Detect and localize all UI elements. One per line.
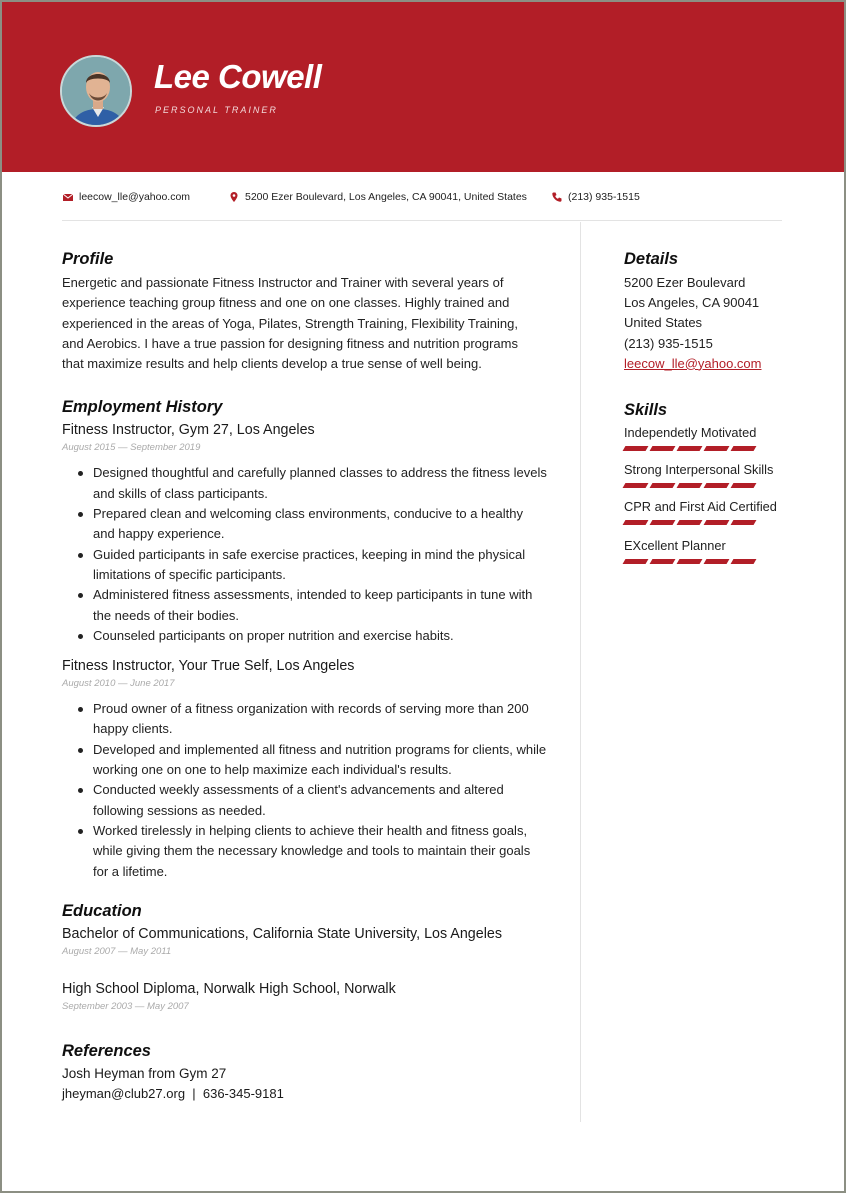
skill-level-segment (623, 446, 649, 451)
main-column (62, 248, 552, 1104)
section-heading-employment: Employment History (62, 398, 223, 417)
details-email-link[interactable]: leecow_lle@yahoo.com (624, 355, 762, 371)
list-item: Conducted weekly assessments of a client's advancements and altered following sessions as needed. (62, 780, 548, 821)
candidate-name: Lee Cowell (154, 58, 322, 95)
list-item: Guided participants in safe exercise practices, keeping in mind the physical limitations of specific participants. (62, 545, 548, 586)
skill-level-segment (704, 483, 730, 488)
skill-level-segment (704, 446, 730, 451)
job-role: PERSONAL TRAINER (155, 105, 278, 115)
skill-level-segment (650, 559, 676, 564)
list-item: Prepared clean and welcoming class environments, conducive to a healthy and happy experience. (62, 504, 548, 545)
reference-name: Josh Heyman from Gym 27 (62, 1065, 227, 1081)
skill-level-segment (677, 483, 703, 488)
contact-email-text: leecow_lle@yahoo.com (79, 191, 191, 203)
job-entry (62, 420, 552, 646)
skill-level-segment (731, 520, 757, 525)
employment-section (62, 396, 552, 881)
education-entry (62, 924, 552, 959)
skill-level-bar (624, 559, 814, 565)
references-section (62, 1040, 552, 1104)
contact-address (228, 189, 527, 205)
skill-level-segment (677, 520, 703, 525)
job-title: Fitness Instructor, Gym 27, Los Angeles (62, 422, 315, 439)
skill-level-segment (677, 446, 703, 451)
skill-name: EXcellent Planner (624, 538, 726, 554)
envelope-icon (62, 191, 74, 203)
education-title: Bachelor of Communications, California State University, Los Angeles (62, 925, 502, 942)
profile-section (62, 248, 552, 374)
skill-item (624, 499, 814, 526)
skill-level-bar (624, 483, 814, 489)
list-item: Counseled participants on proper nutrition and exercise habits. (62, 626, 548, 646)
contact-phone-text: (213) 935-1515 (568, 191, 640, 203)
list-item: Worked tirelessly in helping clients to achieve their health and fitness goals, while giving them the necessary knowledge and tools to maintain their goals for a lifetime. (62, 821, 548, 882)
education-dates: September 2003 — May 2007 (62, 1000, 189, 1012)
details-line: Los Angeles, CA 90041 (624, 295, 760, 311)
profile-text: Energetic and passionate Fitness Instructor and Trainer with several years of experience teaching group fitness and one on one classes. Highly trained and experienced in the areas of Yoga, Pilates, Strength Training, Flexibility Training, and Aerobics. I have a true passion for designing fitness and nutrition programs that maximize results and help clients develop a true sense of well being. (62, 275, 518, 372)
contact-phone[interactable] (551, 189, 640, 205)
list-item: Designed thoughtful and carefully planned classes to address the fitness levels and skills of class participants. (62, 463, 548, 504)
details-line: 5200 Ezer Boulevard (624, 275, 746, 290)
education-entry (62, 979, 552, 1014)
map-pin-icon (228, 191, 240, 203)
skill-level-bar (624, 520, 814, 526)
job-entry (62, 656, 552, 882)
skill-item (624, 462, 814, 489)
list-item: Proud owner of a fitness organization with records of serving more than 200 happy clients. (62, 699, 548, 740)
skill-level-segment (623, 559, 649, 564)
details-line: (213) 935-1515 (624, 335, 713, 351)
section-heading-references: References (62, 1041, 151, 1060)
list-item: Developed and implemented all fitness and nutrition programs for clients, while working one on one to help maximize each individual's results. (62, 740, 548, 781)
resume-header (2, 2, 844, 172)
education-section (62, 900, 552, 1014)
job-dates: August 2010 — June 2017 (62, 678, 175, 690)
section-heading-skills: Skills (624, 401, 668, 420)
skill-level-segment (731, 559, 757, 564)
details-section (624, 248, 814, 374)
job-dates: August 2015 — September 2019 (62, 442, 201, 454)
skill-level-segment (623, 483, 649, 488)
job-bullets (62, 463, 548, 646)
skill-name: Independetly Motivated (624, 425, 757, 441)
skill-level-bar (624, 446, 814, 452)
skill-item (624, 425, 814, 452)
skill-level-segment (677, 559, 703, 564)
education-dates: August 2007 — May 2011 (62, 945, 172, 957)
phone-icon (551, 191, 563, 203)
section-heading-education: Education (62, 901, 142, 920)
skill-level-segment (704, 520, 730, 525)
skill-item (624, 538, 814, 565)
job-title: Fitness Instructor, Your True Self, Los Angeles (62, 658, 355, 675)
skill-level-segment (731, 446, 757, 451)
section-heading-profile: Profile (62, 250, 114, 268)
skill-name: CPR and First Aid Certified (624, 499, 777, 515)
reference-contact[interactable]: jheyman@club27.org | 636-345-9181 (62, 1085, 284, 1101)
column-divider (580, 222, 581, 1122)
contact-email[interactable] (62, 189, 190, 205)
education-title: High School Diploma, Norwalk High School, Norwalk (62, 980, 396, 997)
skill-level-segment (623, 520, 649, 525)
list-item: Administered fitness assessments, intended to keep participants in tune with the needs of their bodies. (62, 585, 548, 626)
skill-level-segment (731, 483, 757, 488)
skill-level-segment (650, 520, 676, 525)
contact-address-text: 5200 Ezer Boulevard, Los Angeles, CA 90041, United States (245, 191, 527, 203)
skills-section (624, 399, 814, 565)
job-bullets (62, 699, 548, 882)
skill-level-segment (650, 483, 676, 488)
side-column (624, 248, 814, 565)
skill-level-segment (704, 559, 730, 564)
section-heading-details: Details (624, 250, 679, 268)
avatar (60, 55, 132, 127)
contact-bar (62, 189, 782, 221)
skill-level-segment (650, 446, 676, 451)
details-line: United States (624, 315, 703, 331)
skill-name: Strong Interpersonal Skills (624, 462, 774, 478)
